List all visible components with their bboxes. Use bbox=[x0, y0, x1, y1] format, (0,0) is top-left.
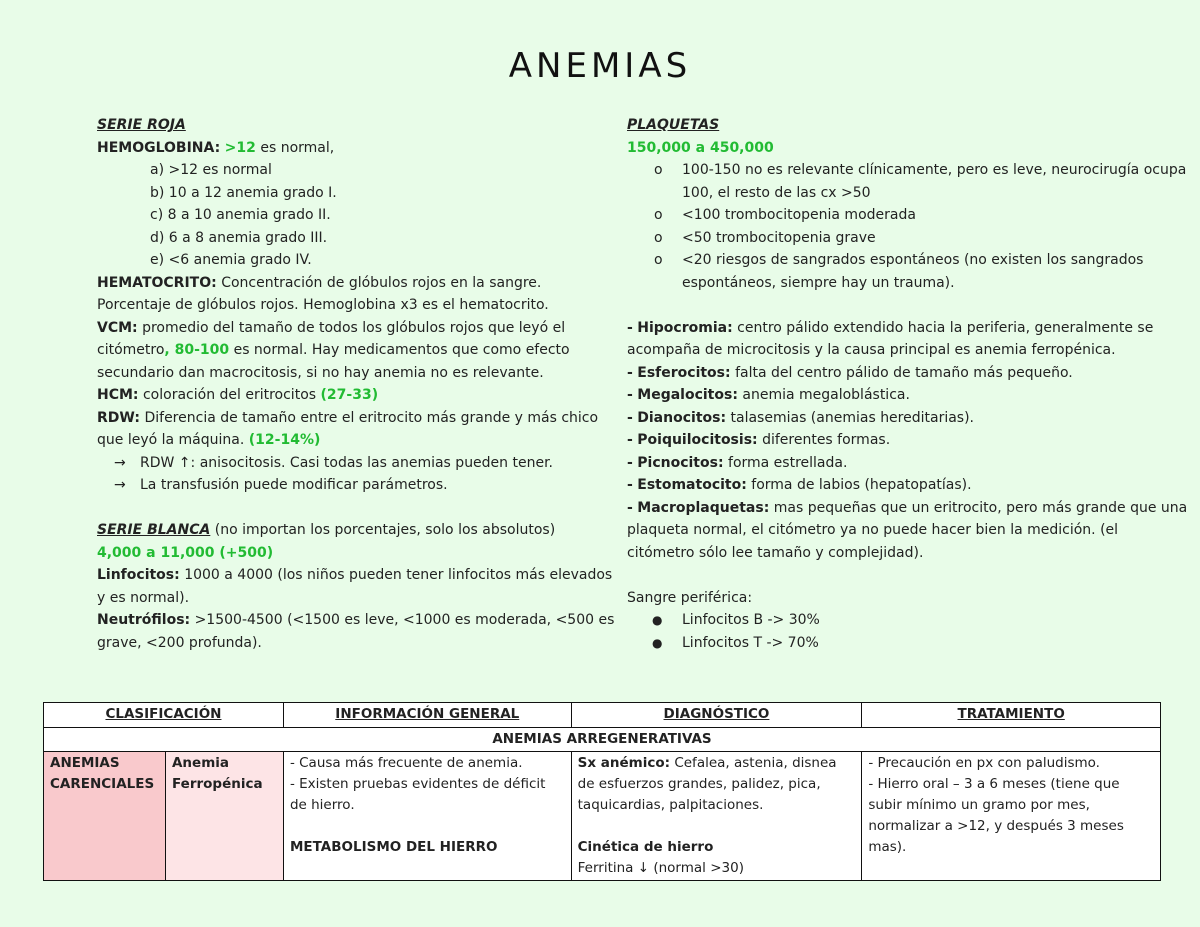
vcm-text: promedio del tamaño de todos los glóbulos rojos que leyó el bbox=[142, 319, 566, 336]
classification-cell: ANEMIAS CARENCIALES bbox=[44, 752, 166, 881]
vcm-line bbox=[97, 317, 577, 340]
rdw-text-2: que leyó la máquina. bbox=[97, 432, 245, 448]
right-column bbox=[627, 114, 1188, 654]
morph-item bbox=[627, 474, 1147, 497]
info-cell bbox=[283, 752, 571, 881]
vcm-text-3: secundario dan macrocitosis, si no hay anemia no es relevante. bbox=[97, 364, 544, 381]
vcm-line-2 bbox=[97, 339, 577, 362]
rdw-label: RDW: bbox=[97, 409, 141, 426]
list-item-text: 100, el resto de las cx >50 bbox=[682, 184, 871, 201]
vcm-label: VCM: bbox=[97, 319, 138, 336]
rdw-value: (12-14%) bbox=[248, 432, 321, 448]
hemoglobina-label: HEMOGLOBINA: bbox=[97, 139, 221, 156]
info-line: - Existen pruebas evidentes de déficit de hierro. bbox=[289, 776, 546, 813]
dash-marker: - bbox=[627, 499, 633, 516]
morph-item bbox=[627, 452, 1147, 475]
arrow-icon: → bbox=[114, 477, 126, 493]
treatment-cell bbox=[862, 752, 1161, 881]
list-item bbox=[627, 204, 1147, 227]
list-item bbox=[627, 632, 1147, 655]
dash-marker: - bbox=[627, 454, 633, 471]
hipocromia-text-2: acompaña de microcitosis y la causa principal es anemia ferropénica. bbox=[627, 342, 1116, 358]
column-header: DIAGNÓSTICO bbox=[571, 703, 862, 728]
rdw-line-2 bbox=[97, 429, 577, 452]
serie-roja-heading: SERIE ROJA bbox=[97, 117, 186, 133]
serie-blanca-line bbox=[97, 519, 577, 542]
plaquetas-heading: PLAQUETAS bbox=[627, 117, 720, 133]
list-item-text: <100 trombocitopenia moderada bbox=[682, 207, 916, 223]
neutrofilos-label: Neutrófilos: bbox=[97, 612, 191, 628]
morph-label: Esferocitos: bbox=[637, 364, 731, 381]
anemias-table bbox=[43, 702, 1161, 881]
vcm-text-2a: citómetro bbox=[97, 342, 165, 358]
column-header: INFORMACIÓN GENERAL bbox=[283, 703, 571, 728]
grade-item: e) <6 anemia grado IV. bbox=[150, 252, 312, 268]
treatment-line: - Hierro oral – 3 a 6 meses (tiene que subir mínimo un gramo por mes, normalizar a >12, y después 3 meses mas). bbox=[868, 776, 1124, 855]
linfocitos-text: 1000 a 4000 (los niños pueden tener linfocitos más elevados bbox=[184, 567, 613, 583]
neutrofilos-text-2: grave, <200 profunda). bbox=[97, 634, 262, 651]
table-row bbox=[44, 752, 1161, 881]
sangre-periferica-heading: Sangre periférica: bbox=[627, 589, 753, 606]
serie-blanca-note: (no importan los porcentajes, solo los absolutos) bbox=[214, 522, 556, 538]
rdw-text: Diferencia de tamaño entre el eritrocito más grande y más chico bbox=[144, 409, 599, 426]
plaquetas-range: 150,000 a 450,000 bbox=[627, 139, 774, 156]
hipocromia-line bbox=[627, 317, 1154, 340]
morph-text: falta del centro pálido de tamaño más pequeño. bbox=[735, 364, 1073, 381]
grade-item: d) 6 a 8 anemia grado III. bbox=[150, 229, 328, 246]
grade-item: b) 10 a 12 anemia grado I. bbox=[150, 184, 337, 201]
hcm-text: coloración del eritrocitos bbox=[142, 387, 317, 403]
list-item-text: espontáneos, siempre hay un trauma). bbox=[682, 274, 955, 291]
diagnosis-detail: Cefalea, astenia, disnea de esfuerzos grandes, palidez, pica, taquicardias, palpitaciones. bbox=[577, 755, 837, 813]
diagnosis-cell bbox=[571, 752, 862, 881]
morph-label: Dianocitos: bbox=[637, 409, 727, 426]
diagnosis-ferritina: Ferritina ↓ (normal >30) bbox=[577, 860, 744, 876]
morph-text: forma estrellada. bbox=[728, 454, 848, 471]
dash-marker: - bbox=[627, 409, 633, 426]
morph-text: diferentes formas. bbox=[762, 432, 891, 448]
plaquetas-section bbox=[627, 114, 1147, 137]
hcm-value: (27-33) bbox=[320, 387, 379, 403]
vcm-text-2b: es normal. Hay medicamentos que como efecto bbox=[233, 342, 570, 358]
dot-bullet-icon: ● bbox=[652, 635, 663, 650]
column-header: TRATAMIENTO bbox=[862, 703, 1161, 728]
dot-bullet-icon: ● bbox=[652, 613, 663, 627]
morph-item bbox=[627, 384, 1147, 407]
grade-item: a) >12 es normal bbox=[150, 162, 272, 178]
list-item bbox=[627, 609, 1147, 632]
hipocromia-label: Hipocromia: bbox=[637, 319, 733, 336]
morph-label: Picnocitos: bbox=[637, 454, 724, 471]
dash-marker: - bbox=[627, 319, 633, 336]
linfocitos-line bbox=[97, 564, 613, 587]
morph-label: Megalocitos: bbox=[637, 387, 738, 403]
serie-roja-section bbox=[97, 114, 577, 137]
macroplaquetas-text: mas pequeñas que un eritrocito, pero más grande que una bbox=[773, 499, 1188, 516]
morph-item bbox=[627, 407, 1147, 430]
subclassification-cell: Anemia Ferropénica bbox=[165, 752, 283, 881]
list-item-text: <20 riesgos de sangrados espontáneos (no existen los sangrados bbox=[682, 252, 1144, 268]
arrow-item bbox=[97, 452, 577, 475]
neutrofilos-line bbox=[97, 609, 615, 632]
arrow-icon: → bbox=[114, 454, 126, 471]
hematocrito-text: Concentración de glóbulos rojos en la sangre. bbox=[221, 274, 542, 291]
arrow-item bbox=[97, 474, 577, 497]
linfocitos-label: Linfocitos: bbox=[97, 567, 180, 583]
macroplaquetas-label: Macroplaquetas: bbox=[637, 499, 770, 516]
diagnosis-text bbox=[578, 753, 856, 816]
macroplaquetas-text-2: plaqueta normal, el citómetro ya no puede hacer bien la medición. (el bbox=[627, 522, 1119, 538]
left-column bbox=[97, 114, 615, 654]
list-item bbox=[627, 249, 1147, 294]
page-title: ANEMIAS bbox=[508, 46, 692, 86]
info-heading: METABOLISMO DEL HIERRO bbox=[289, 839, 498, 855]
morph-label: Poiquilocitosis: bbox=[637, 432, 758, 448]
info-line: - Causa más frecuente de anemia. bbox=[289, 755, 523, 771]
hipocromia-text: centro pálido extendido hacia la periferia, generalmente se bbox=[737, 319, 1154, 336]
circle-bullet-icon: o bbox=[654, 252, 663, 268]
table-subheader: ANEMIAS ARREGENERATIVAS bbox=[44, 728, 1161, 752]
diagnosis-label: Sx anémico: bbox=[577, 755, 671, 771]
vcm-value: , 80-100 bbox=[164, 342, 230, 358]
morph-text: talasemias (anemias hereditarias). bbox=[730, 409, 975, 426]
list-item bbox=[627, 159, 1187, 204]
macroplaquetas-line bbox=[627, 497, 1188, 520]
morph-text: anemia megaloblástica. bbox=[742, 387, 910, 403]
hemoglobina-value: >12 bbox=[224, 139, 256, 156]
dash-marker: - bbox=[627, 432, 633, 448]
list-item-text: 100-150 no es relevante clínicamente, pero es leve, neurocirugía ocupa bbox=[682, 162, 1187, 178]
grade-item: c) 8 a 10 anemia grado II. bbox=[150, 207, 331, 223]
circle-bullet-icon: o bbox=[654, 162, 663, 178]
circle-bullet-icon: o bbox=[654, 229, 663, 246]
column-header: CLASIFICACIÓN bbox=[44, 703, 284, 728]
hemoglobina-text: es normal, bbox=[260, 139, 335, 156]
serie-blanca-range: 4,000 a 11,000 (+500) bbox=[97, 544, 274, 561]
morph-label: Estomatocito: bbox=[637, 477, 747, 493]
list-item-text: Linfocitos B -> 30% bbox=[682, 612, 820, 628]
hcm-line bbox=[97, 384, 577, 407]
neutrofilos-text: >1500-4500 (<1500 es leve, <1000 es moderada, <500 es bbox=[194, 612, 615, 628]
dash-marker: - bbox=[627, 387, 633, 403]
table-header-row bbox=[44, 703, 1161, 728]
table-subheader-row bbox=[44, 728, 1161, 752]
linfocitos-text-2: y es normal). bbox=[97, 589, 190, 606]
dash-marker: - bbox=[627, 364, 633, 381]
morph-item bbox=[627, 362, 1147, 385]
hematocrito-line bbox=[97, 272, 577, 295]
list-item-text: Linfocitos T -> 70% bbox=[682, 634, 819, 651]
treatment-line: - Precaución en px con paludismo. bbox=[868, 755, 1100, 771]
list-item-text: <50 trombocitopenia grave bbox=[682, 229, 876, 246]
arrow-text: La transfusión puede modificar parámetros. bbox=[140, 477, 448, 493]
hcm-label: HCM: bbox=[97, 387, 139, 403]
morph-item bbox=[627, 429, 1147, 452]
rdw-line bbox=[97, 407, 599, 430]
diagnosis-heading: Cinética de hierro bbox=[577, 839, 714, 855]
list-item bbox=[627, 227, 1147, 250]
hemoglobina-line bbox=[97, 137, 577, 160]
arrow-text: RDW ↑: anisocitosis. Casi todas las anemias pueden tener. bbox=[140, 454, 554, 471]
dash-marker: - bbox=[627, 477, 633, 493]
hematocrito-label: HEMATOCRITO: bbox=[97, 274, 217, 291]
serie-blanca-heading: SERIE BLANCA bbox=[97, 522, 211, 538]
hematocrito-text-2: Porcentaje de glóbulos rojos. Hemoglobina x3 es el hematocrito. bbox=[97, 297, 549, 313]
morph-text: forma de labios (hepatopatías). bbox=[751, 477, 972, 493]
circle-bullet-icon: o bbox=[654, 207, 663, 223]
macroplaquetas-text-3: citómetro sólo lee tamaño y complejidad). bbox=[627, 544, 924, 561]
